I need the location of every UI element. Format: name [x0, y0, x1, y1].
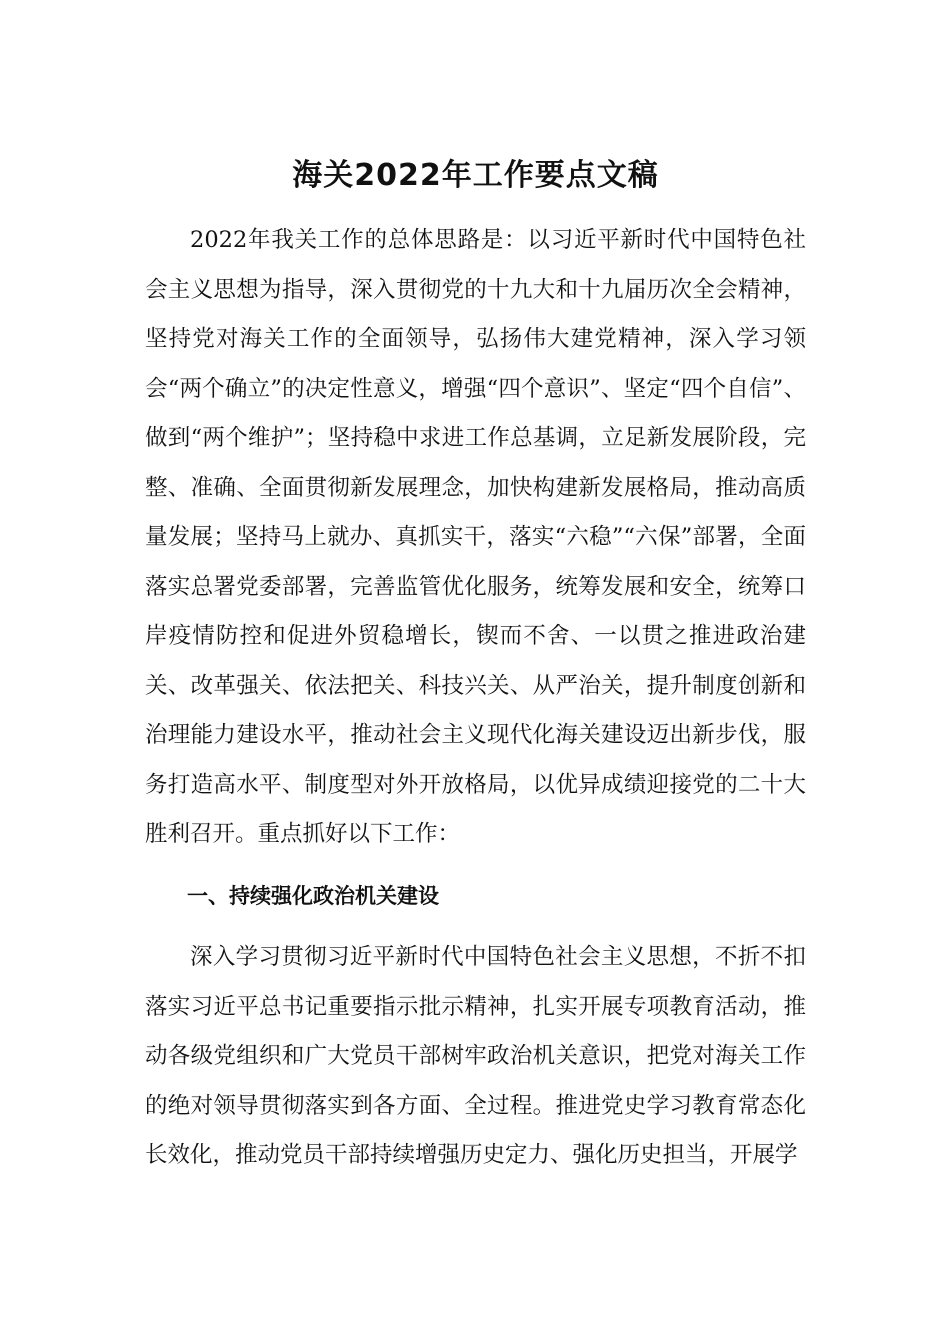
section-heading: 一、持续强化政治机关建设 [187, 883, 439, 908]
intro-paragraph: 2022年我关工作的总体思路是：以习近平新时代中国特色社会主义思想为指导，深入贯彻党的十九大和十九届历次全会精神，坚持党对海关工作的全面领导，弘扬伟大建党精神，深入学习领会“两个确立”的决定性意义，增强“四个意识”、坚定“四个自信”、做到“两个维护”；坚持稳中求进工作总基调，立足新发展阶段，完整、准确、全面贯彻新发展理念，加快构建新发展格局，推动高质量发展；坚持马上就办、真抓实干，落实“六稳”“六保”部署，全面落实总署党委部署，完善监管优化服务，统筹发展和安全，统筹口岸疫情防控和促进外贸稳增长，锲而不舍、一以贯之推进政治建关、改革强关、依法把关、科技兴关、从严治关，提升制度创新和治理能力建设水平，推动社会主义现代化海关建设迈出新步伐，服务打造高水平、制度型对外开放格局，以优异成绩迎接党的二十大胜利召开。重点抓好以下工作： [145, 227, 806, 847]
section-paragraph: 深入学习贯彻习近平新时代中国特色社会主义思想，不折不扣落实习近平总书记重要指示批示精神，扎实开展专项教育活动，推动各级党组织和广大党员干部树牢政治机关意识，把党对海关工作的绝对领导贯彻落实到各方面、全过程。推进党史学习教育常态化长效化，推动党员干部持续增强历史定力、强化历史担当，开展学 [145, 944, 806, 1168]
document-page [145, 150, 806, 1181]
document-title: 海关2022年工作要点文稿 [292, 158, 659, 193]
